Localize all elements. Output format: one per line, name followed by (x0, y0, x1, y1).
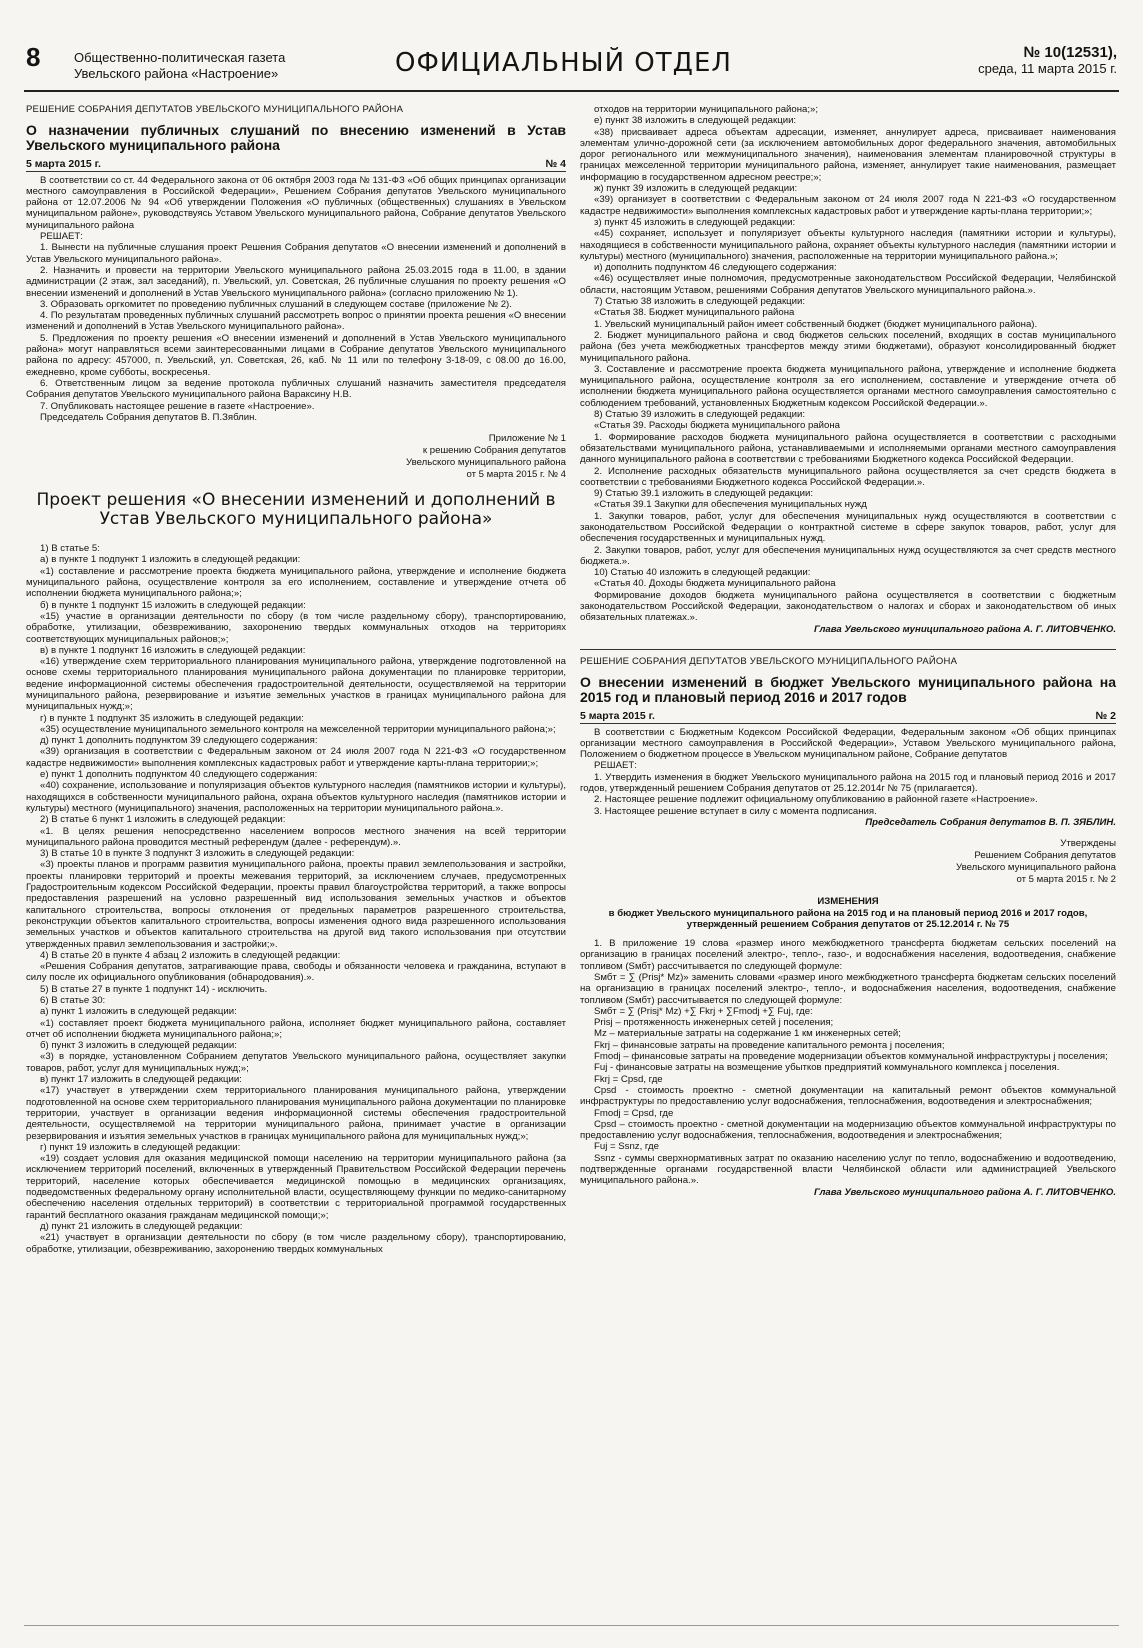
appendix-line: Приложение № 1 (488, 433, 566, 445)
paragraph: 4. По результатам проведенных публичных слушаний рассмотреть вопрос о принятии проекта решения «О внесении изменений и дополнений в Устав Увельского муниципального района». (26, 310, 566, 333)
doc1-dateline (26, 159, 566, 171)
paragraph: г) пункт 19 изложить в следующей редакции: (40, 1141, 241, 1153)
doc1-number: № 4 (545, 158, 566, 171)
paragraph: 1. Закупки товаров, работ, услуг для обеспечения муниципальных нужд осуществляются в соответствии с законодательством Российской Федерации о контрактной системе в сфере закупок товаров, работ, услуг для обеспечения государственных и муниципальных нужд. (580, 510, 1116, 545)
paragraph: «Статья 39.1 Закупки для обеспечения муниципальных нужд (594, 499, 867, 511)
right-column (580, 104, 1116, 1198)
paragraph: «Статья 40. Доходы бюджета муниципального района (594, 578, 836, 590)
paragraph: 1. В приложение 19 слова «размер иного межбюджетного трансферта бюджетам сельских поселений на организацию в границах поселений электро-, тепло-, газо-, и водоснабжения населения, водоотведения, снабжение топливом (Sмбт) рассчитывается по следующей формуле: (580, 938, 1116, 972)
newspaper-name-line1: Общественно-политическая газета (74, 50, 286, 65)
paragraph: д) пункт 21 изложить в следующей редакции: (40, 1220, 243, 1232)
paragraph: и) дополнить подпунктом 46 следующего содержания: (594, 262, 837, 274)
paragraph: Fuj = Ssnz, где (594, 1141, 659, 1153)
paragraph: Fmodj = Cpsd, где (594, 1107, 674, 1119)
paragraph: Fkrj – финансовые затраты на проведение капитального ремонта j поселения; (594, 1039, 945, 1051)
paragraph: «17) участвует в утверждении схем территориального планирования муниципального района, утверждении подготовленной на основе схем территориального планирования муниципального района документации по планировке территории, участвует в организации ведения информационной системы обеспечения градостроительной деятельности, осуществляемой на территории муниципального района, принимает участие в организации резервирования и изъятия земельных участков в границах муниципального района для муниципальных нужд;»; (26, 1085, 566, 1142)
paragraph: Fkrj = Cpsd, где (594, 1073, 663, 1085)
paragraph: 5. Предложения по проекту решения «О внесении изменений и дополнений в Устав Увельского муниципального района» могут направляться всеми заинтересованными лицами в Собрание депутатов Увельского муниципального района по адресу: 457000, п. Увельский, ул. Советская, 26, каб. № 11 или по телефону 3-18-09, с 08.00 до 16.00, ежедневно, кроме субботы, воскресенья. (26, 332, 566, 378)
issue-date: среда, 11 марта 2015 г. (978, 61, 1117, 76)
paragraph: Prisj – протяженность инженерных сетей j поселения; (594, 1017, 834, 1029)
paragraph: Cpsd – стоимость проектно - сметной документации на модернизацию объектов коммунальной инфраструктуры по предоставлению услуг водоснабжения, теплоснабжения, водоотведения и электроснабжения; (580, 1118, 1116, 1142)
paragraph: В соответствии со ст. 44 Федерального закона от 06 октября 2003 года № 131-ФЗ «Об общих принципах организации местного самоуправления в Российской Федерации», Решением Собрания депутатов Увельского муниципального района от 12.07.2006 № 94 «Об утверждении Положения «О публичных (общественных) слушаниях в Увельском муниципальном районе», руководствуясь Уставом Увельского муниципального района, Собрание депутатов Увельского муниципального района (26, 174, 566, 231)
paragraph: 9) Статью 39.1 изложить в следующей редакции: (594, 488, 814, 500)
paragraph: б) пункт 3 изложить в следующей редакции: (40, 1040, 237, 1052)
appendix-line: от 5 марта 2015 г. № 4 (466, 469, 566, 481)
left-column (26, 104, 566, 1255)
paragraph: Формирование доходов бюджета муниципального района осуществляется в соответствии с бюджетным законодательством Российской Федерации, законодательством о налогах и сборах и законодательством об иных обязательных платежах.». (580, 589, 1116, 624)
paragraph: 1) В статье 5: (40, 543, 100, 555)
paragraph: «16) утверждение схем территориального планирования муниципального района, утверждение подготовленной на основе схемы территориального планирования муниципального района документации по планировке территории, ведение информационной системы обеспечения градостроительной деятельности, осуществляемой на территории муниципального района, резервирование и изъятие земельных участков в границах муниципального района для муниципальных нужд;»; (26, 656, 566, 713)
paragraph: а) в пункте 1 подпункт 1 изложить в следующей редакции: (40, 554, 301, 566)
paragraph: 7. Опубликовать настоящее решение в газете «Настроение». (40, 400, 315, 412)
doc1-date: 5 марта 2015 г. (26, 158, 101, 171)
section-separator (580, 649, 1116, 650)
paragraph: 6. Ответственным лицом за ведение протокола публичных слушаний назначить заместителя председателя Собрания депутатов Увельского муниципального района Вараксину Н.В. (26, 377, 566, 401)
paragraph: «19) создает условия для оказания медицинской помощи населению на территории муниципального района (за исключением территорий поселений, включенных в утвержденный Правительством Российской Федерации перечень территорий, население которых обеспечивается медицинской помощью в медицинских организациях, подведомственных федеральному органу исполнительной власти, осуществляющему функции по медико-санитарному обеспечению населения отдельных территорий) в соответствии с территориальной программой государственных гарантий бесплатного оказания гражданам медицинской помощи;»; (26, 1153, 566, 1221)
approved-line: Решением Собрания депутатов (974, 850, 1116, 862)
paragraph: «3) проекты планов и программ развития муниципального района, проекты правил землепользования и застройки, проекты планировки территорий и проекты межевания территорий, за исключением случаев, предусмотренных Градостроительным кодексом Российской Федерации, проекты правил благоустройства территорий, а также вопросы предоставления разрешений на условно разрешенный вид использования земельных участков и объектов капитального строительства, вопросы отклонения от предельных параметров разрешенного строительства, реконструкции объектов капитального строительства, вопросы изменения одного вида разрешенного использования земельных участков и объектов капитального строительства на другой вид такого использования при отсутствии утвержденных правил землепользования и застройки;». (26, 859, 566, 950)
doc1-title: О назначении публичных слушаний по внесению изменений в Устав Увельского муниципального района (26, 122, 566, 154)
doc1-header: РЕШЕНИЕ СОБРАНИЯ ДЕПУТАТОВ УВЕЛЬСКОГО МУНИЦИПАЛЬНОГО РАЙОНА (26, 104, 404, 115)
paragraph: 7) Статью 38 изложить в следующей редакции: (594, 296, 806, 308)
paragraph: е) пункт 38 изложить в следующей редакции: (594, 115, 797, 127)
paragraph: 3. Настоящее решение вступает в силу с момента подписания. (594, 805, 877, 817)
paragraph: в) пункт 17 изложить в следующей редакции: (40, 1074, 242, 1086)
paragraph: «45) сохраняет, использует и популяризует объекты культурного наследия (памятники истории и культуры), находящиеся в собственности муниципального района, охраняет объекты культурного наследия (памятники истории и культуры) местного (муниципального) значения, расположенные на территории муниципального района.»; (580, 228, 1116, 262)
paragraph: Fmodj – финансовые затраты на проведение модернизации объектов коммунальной инфраструктуры j поселения; (594, 1051, 1108, 1063)
paragraph: «39) организация в соответствии с Федеральным законом от 24 июля 2007 года N 221-ФЗ «О государственном кадастре недвижимости» выполнения комплексных кадастровых работ и утверждение карты-плана территории;»; (26, 746, 566, 769)
paragraph: 3. Составление и рассмотрение проекта бюджета муниципального района, утверждение и исполнение бюджета муниципального района, осуществление контроля за его исполнением, составление и утверждение отчета об исполнении бюджета муниципального района осуществляется органами местного самоуправления самостоятельно с соблюдением требований, установленных Бюджетным кодексом Российской Федерации.». (580, 363, 1116, 409)
paragraph: 6) В статье 30: (40, 995, 106, 1006)
paragraph: 1. Утвердить изменения в бюджет Увельского муниципального района на 2015 год и плановый период 2016 и 2017 годов, утвержденный решением Собрания депутатов от 25.12.2014г № 75 (прилагается). (580, 771, 1116, 795)
paragraph: 2) В статье 6 пункт 1 изложить в следующей редакции: (40, 814, 286, 826)
paragraph: РЕШАЕТ: (40, 231, 83, 243)
paragraph: Fuj - финансовые затраты на возмещение убытков предприятий коммунального комплекса j поселения. (594, 1062, 1060, 1074)
paragraph: 1. Формирование расходов бюджета муниципального района осуществляется в соответствии с расходными обязательствами муниципального района, устанавливаемыми и исполняемыми органами местного самоуправления данного муниципального района в соответствии с требованиями Бюджетного кодекса Российской Федерации. (580, 431, 1116, 466)
paragraph: «1) составляет проект бюджета муниципального района, исполняет бюджет муниципального района, составляет отчет об исполнении бюджета муниципального района;»; (26, 1017, 566, 1040)
paragraph: «35) осуществление муниципального земельного контроля на межселенной территории муниципального района;»; (40, 723, 556, 735)
approved-line: от 5 марта 2015 г. № 2 (1016, 874, 1116, 886)
paragraph: 5) В статье 27 в пункте 1 подпункт 14) - исключить. (40, 983, 268, 995)
paragraph: «46) осуществляет иные полномочия, предусмотренные законодательством Российской Федерации, Челябинской области, настоящим Уставом, решениями Собрания депутатов Увельского муниципального района.». (580, 273, 1116, 296)
project-title: Проект решения «О внесении изменений и дополнений в Устав Увельского муниципального района» (36, 490, 556, 530)
paragraph: «15) участие в организации деятельности по сбору (в том числе раздельному сбору), транспортированию, обработке, утилизации, обезвреживанию, захоронению твердых коммунальных отходов на территориях соответствующих муниципальных районов;»; (26, 610, 566, 645)
approved-line: Утверждены (1060, 838, 1116, 850)
paragraph: 2. Исполнение расходных обязательств муниципального района осуществляется за счет средств бюджета в соответствии с требованиями Бюджетного кодекса Российской Федерации.». (580, 465, 1116, 488)
paragraph: 10) Статью 40 изложить в следующей редакции: (594, 567, 811, 579)
paragraph: отходов на территории муниципального района;»; (594, 104, 819, 115)
paragraph: Mz – материальные затраты на содержание 1 км инженерных сетей; (594, 1028, 901, 1040)
doc2-header: РЕШЕНИЕ СОБРАНИЯ ДЕПУТАТОВ УВЕЛЬСКОГО МУНИЦИПАЛЬНОГО РАЙОНА (580, 655, 958, 667)
project-body (26, 543, 566, 1255)
newspaper-name-line2: Увельского района «Настроение» (74, 66, 279, 81)
signature-head: Глава Увельского муниципального района А. Г. ЛИТОВЧЕНКО. (813, 623, 1116, 635)
changes-body (580, 938, 1116, 1187)
issue-info (978, 44, 1117, 77)
paragraph: «Статья 38. Бюджет муниципального района (594, 307, 795, 319)
paragraph: е) пункт 1 дополнить подпунктом 40 следующего содержания: (40, 769, 318, 781)
signature-head-2: Глава Увельского муниципального района А. Г. ЛИТОВЧЕНКО. (813, 1186, 1116, 1198)
paragraph: 4) В статье 20 в пункте 4 абзац 2 изложить в следующей редакции: (40, 949, 341, 961)
paragraph: 2. Закупки товаров, работ, услуг для обеспечения муниципальных нужд осуществляются за счет средств местного бюджета.». (580, 544, 1116, 567)
paragraph: «21) участвует в организации деятельности по сбору (в том числе раздельному сбору), транспортированию, обработке, утилизации, обезвреживанию, захоронению твердых коммунальных (26, 1232, 566, 1255)
paragraph: «40) сохранение, использование и популяризация объектов культурного наследия (памятников истории и культуры), находящихся в собственности муниципального района, охрана объектов культурного наследия (памятников истории и культуры) местного (муниципального) значения, расположенных на территории муниципального района.». (26, 780, 566, 814)
paragraph: «39) организует в соответствии с Федеральным законом от 24 июля 2007 года N 221-ФЗ «О государственном кадастре недвижимости» выполнения комплексных кадастровых работ и утверждение карты-плана территории;»; (580, 194, 1116, 217)
paragraph: «3) в порядке, установленном Собранием депутатов Увельского муниципального района, осуществляет закупки товаров, работ, услуг для муниципальных нужд;»; (26, 1051, 566, 1074)
paragraph: Cpsd - стоимость проектно - сметной документации на капитальный ремонт объектов коммунальной инфраструктуры по предоставлению услуг водоснабжения, теплоснабжения, водоотведения и электроснабжения; (580, 1084, 1116, 1108)
paragraph: г) в пункте 1 подпункт 35 изложить в следующей редакции: (40, 712, 304, 724)
paragraph: 2. Настоящее решение подлежит официальному опубликованию в районной газете «Настроение». (594, 794, 1038, 806)
paragraph: «1) составление и рассмотрение проекта бюджета муниципального района, утверждение и исполнение бюджета муниципального района, осуществление контроля за его исполнением, составление и утверждение отчета об исполнении бюджета муниципального района;»; (26, 565, 566, 600)
paragraph: ж) пункт 39 изложить в следующей редакции: (594, 183, 798, 195)
paragraph: Председатель Собрания депутатов В. П.Зяблин. (40, 411, 258, 423)
paragraph: б) в пункте 1 подпункт 15 изложить в следующей редакции: (40, 599, 306, 611)
paragraph: 2. Назначить и провести на территории Увельского муниципального района 25.03.2015 года в 11.00, в здании администрации (2 этаж, зал заседаний), п. Увельский, ул. Советская, 26 публичные слушания по проекту решения «О внесении изменений и дополнений в Устав Увельского муниципального района» (согласно приложению № 1). (26, 264, 566, 299)
appendix-note (26, 433, 566, 481)
signature-chairman: Председатель Собрания депутатов В. П. ЗЯБЛИН. (865, 816, 1116, 828)
approved-line: Увельского муниципального района (956, 862, 1116, 874)
issue-number: № 10(12531), (1023, 44, 1117, 61)
continuation-body (580, 104, 1116, 624)
doc2-date: 5 марта 2015 г. (580, 710, 655, 723)
footer-rule (24, 1625, 1119, 1626)
doc1-body (26, 175, 566, 424)
doc2-number: № 2 (1095, 710, 1116, 723)
paragraph: Ssnz - суммы сверхнормативных затрат по оказанию населению услуг по тепло, водоснабжению и водоотведению, подтвержденные органами государственной власти Челябинской области или администрацией Увельского муниципального района.». (580, 1152, 1116, 1187)
paragraph: Sмбт = ∑ (Prisj* Mz) +∑ Fkrj + ∑Fmodj +∑ Fuj, где: (594, 1005, 813, 1017)
newspaper-name (74, 50, 285, 82)
paragraph: «38) присваивает адреса объектам адресации, изменяет, аннулирует адреса, присваивает наименования элементам улично-дорожной сети (за исключением автомобильных дорог федерального значения, автомобильных дорог регионального или межмуниципального значения), наименования элементам планировочной структуры в границах межселенной территории муниципального района, изменяет, аннулирует такие наименования, размещает информацию в государственном адресном реестре;»; (580, 126, 1116, 183)
approved-note (580, 838, 1116, 886)
paragraph: а) пункт 1 изложить в следующей редакции: (40, 1006, 237, 1018)
page-number: 8 (26, 42, 41, 72)
paragraph: 1. Вынести на публичные слушания проект Решения Собрания депутатов «О внесении изменений и дополнений в Устав Увельского муниципального района». (26, 242, 566, 265)
paragraph: «1. В целях решения непосредственно населением вопросов местного значения на всей территории муниципального района проводится местный референдум (далее - референдум).». (26, 825, 566, 848)
paragraph: Sмбт = ∑ (Prisj* Mz)» заменить словами «размер иного межбюджетного трансферта бюджетам сельских поселений на организацию в границах поселений электро-, тепло-, и водоснабжения населения, водоотведения, снабжение топливом (Sмбт) рассчитывается по следующей формуле: (580, 972, 1116, 1006)
paragraph: 1. Увельский муниципальный район имеет собственный бюджет (бюджет муниципального района). (594, 318, 1038, 330)
paragraph: «Решения Собрания депутатов, затрагивающие права, свободы и обязанности человека и гражданина, вступают в силу после их официального опубликования (обнародования).». (26, 961, 566, 984)
doc2-title: О внесении изменений в бюджет Увельского муниципального района на 2015 год и плановый период 2016 и 2017 годов (580, 674, 1116, 706)
paragraph: з) пункт 45 изложить в следующей редакции: (594, 216, 796, 228)
paragraph: 2. Бюджет муниципального района и свод бюджетов сельских поселений, входящих в состав муниципального района (без учета межбюджетных трансфертов между этими бюджетами), образуют консолидированный бюджет муниципального района. (580, 329, 1116, 364)
paragraph: РЕШАЕТ: (594, 760, 637, 772)
doc2-dateline (580, 711, 1116, 723)
appendix-line: Увельского муниципального района (406, 457, 566, 469)
paragraph: в) в пункте 1 подпункт 16 изложить в следующей редакции: (40, 644, 306, 656)
paragraph: «Статья 39. Расходы бюджета муниципального района (594, 420, 840, 432)
paragraph: 8) Статью 39 изложить в следующей редакции: (594, 409, 806, 421)
paragraph: д) пункт 1 дополнить подпунктом 39 следующего содержания: (40, 735, 318, 747)
changes-subtitle: в бюджет Увельского муниципального района на 2015 год и на плановый период 2016 и 2017 годов, утвержденный решением Собрания депутатов от 25.12.2014 г. № 75 (608, 907, 1088, 930)
section-title: ОФИЦИАЛЬНЫЙ ОТДЕЛ (395, 48, 732, 78)
paragraph: 3. Образовать оргкомитет по проведению публичных слушаний в следующем составе (приложение № 2). (40, 298, 512, 310)
doc2-body (580, 727, 1116, 817)
header-rule (24, 90, 1119, 92)
changes-title: ИЗМЕНЕНИЯ (817, 896, 879, 908)
paragraph: В соответствии с Бюджетным Кодексом Российской Федерации, Федеральным законом «Об общих принципах организации местного самоуправления в Российской Федерации», Уставом Увельского муниципального района, Положением о бюджетном процессе в Увельском муниципальном районе, Собрание депутатов (580, 726, 1116, 761)
paragraph: 3) В статье 10 в пункте 3 подпункт 3 изложить в следующей редакции: (40, 848, 355, 860)
appendix-line: к решению Собрания депутатов (422, 445, 566, 457)
